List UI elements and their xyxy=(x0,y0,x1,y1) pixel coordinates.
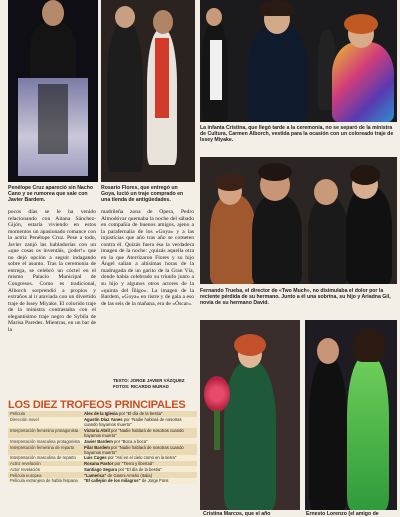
trophies-title: LOS DIEZ TROFEOS PRINCIPALES xyxy=(8,399,186,411)
photo-penelope-cruz xyxy=(8,0,98,182)
trophy-winner xyxy=(82,428,197,439)
trophy-winner xyxy=(82,417,197,428)
caption-infanta-cristina: La infanta Cristina, que llegó tarde a la ceremonia, no se separó de la ministra de Cultura, Carmen Alborch, vestida para la ocasión con un coloreado traje de Issey Miyake. xyxy=(200,125,394,144)
photo-rosario-flores xyxy=(101,0,195,182)
trophy-winner-name: Rosana Pastor xyxy=(84,461,114,467)
trophy-row xyxy=(8,428,197,439)
trophy-row xyxy=(8,455,197,461)
article-credits xyxy=(113,378,195,389)
trophy-winner xyxy=(82,444,197,455)
trophy-winner xyxy=(82,478,197,484)
caption-rosario-flores: Rosario Flores, que entregó un Goya, lució un traje comprado en una tienda de antigüedades. xyxy=(101,185,184,204)
trophy-category: Actor revelación xyxy=(10,466,41,472)
photo-ernesto-lorenzo xyxy=(305,320,397,510)
trophy-winner-detail: de Jorge Fons xyxy=(140,478,169,484)
trophy-winner-detail: de Gianni Amelio (Italia) xyxy=(106,472,152,478)
trophy-winner-name: "Lamerica" xyxy=(84,472,107,478)
trophy-category: Dirección novel xyxy=(10,417,39,423)
trophy-category: Interpretación masculina protagonista xyxy=(10,438,80,444)
trophy-row xyxy=(8,478,197,484)
article-column-1: pocos días se le ha venido relacionando con Aitana Sánchez-Gijón, estaría viviendo en estos momentos un apasionado romance con la actriz Penélope Cruz. Pese a todo, Javier zanjó las habladurías con un «que cosas os inventáis, ¡joder!» que no dejó opción a seguir indagando sobre el asunto. Tras la ceremonia de entrega, se celebró un cóctel en el mismo Palacio Municipal de Congresos. Como es tradicional, Alborch sorprendió a propios y extraños al ir ataviada con un divertido traje de Issey Miyake. El colorido traje de la ministra contrastaba con el elegantísimo traje negro de Sybila de Marisa Paredes. Mientras, en un bar de la xyxy=(8,209,96,333)
trophy-winner-detail: por "Nadie hablará de nosotras cuando hayamos muerto" xyxy=(84,427,184,438)
trophy-winner-name: Agustín Díaz Yanes xyxy=(84,417,123,423)
trophy-category: Interpretación femenina de reparto xyxy=(10,444,75,450)
photo-fernando-trueba xyxy=(200,157,397,284)
caption-penelope-cruz: Penélope Cruz apareció sin Nacho Cano y se rumorea que sale con Javier Bardem. xyxy=(8,185,94,204)
trophy-winner-detail: por "Nadie hablará de nosotras cuando hayamos muerto" xyxy=(84,417,182,428)
trophy-winner-detail: por "Nadie hablará de nosotras cuando hayamos muerto" xyxy=(84,444,184,455)
trophy-winner-name: Pilar Bardem xyxy=(84,444,110,450)
trophy-row xyxy=(8,417,197,428)
trophy-category: Interpretación femenina protagonista xyxy=(10,427,79,433)
trophy-winner-name: Luis Cuges xyxy=(84,455,107,461)
credits-text: TEXTO: JORGE JAVIER VÁZQUEZ xyxy=(113,378,185,383)
photo-infanta-cristina xyxy=(200,0,397,122)
trophy-winner-detail: por "Boca a boca" xyxy=(112,438,148,444)
credits-photo: FOTOS: RICARDO MURAD xyxy=(113,383,169,389)
trophy-category: Interpretación masculina de reparto xyxy=(10,455,76,461)
trophy-row xyxy=(8,444,197,455)
trophy-category: Película extranjera de habla hispana xyxy=(10,478,78,484)
trophy-winner-name: Victoria Abril xyxy=(84,427,110,433)
trophy-winner-detail: por "Tierra y libertad" xyxy=(113,461,154,467)
trophy-winner-name: Javier Bardem xyxy=(84,438,113,444)
article-column-2: madrileña zona de Ópera, Pedro Almodóvar quemaba la noche del sábado en compañía de buenos amigos, ajeno a la parafernalia de los «Goya» y a las injusticias que año tras año se cometen contra él. Quizás fuera ésa la verdadera imagen de la noche: ¿quizás aquella otra en la que Aterrizaron Flores y su hijo Ángel salían a altísimas horas de la madrugada de un garito de la Gran Vía, donde había celebrado su triunfo junto a su hijo y algunos otros actores de la «quinta del Íñigo». La imagen de la Bardem, «Goya» en ristre y de gala a eso de las seis de la mañana, era de «Óscar». xyxy=(101,209,194,307)
trophy-winner-name: Santiago Segura xyxy=(84,466,118,472)
caption-cristina-marcos: Cristina Marcos, que el año xyxy=(203,511,271,517)
trophy-winner-detail: por "El día de la bestia" xyxy=(117,466,162,472)
caption-ernesto-lorenzo: Ernesto Lorenzo (el amigo de xyxy=(306,511,379,517)
trophy-winner-detail: por "Así en el cielo como en la tierra" xyxy=(106,455,177,461)
trophy-category: Película europea xyxy=(10,472,42,478)
caption-fernando-trueba: Fernando Trueba, el director de «Two Much», no disimulaba el dolor por la reciente pérdida de su hermano. Junto a él una sobrina, su hijo y Ariadna Gil, novia de su hermano David. xyxy=(200,288,391,307)
trophy-category: Película xyxy=(10,411,25,417)
trophy-winner-detail: por "El día de la bestia" xyxy=(117,411,163,417)
trophy-winner-name: "El callejón de los milagros" xyxy=(84,478,141,484)
trophy-winner-name: Alex de la Iglesia xyxy=(84,411,118,417)
photo-cristina-marcos xyxy=(200,320,300,510)
trophies-table xyxy=(8,411,197,484)
trophy-category: Actriz revelación xyxy=(10,461,41,467)
